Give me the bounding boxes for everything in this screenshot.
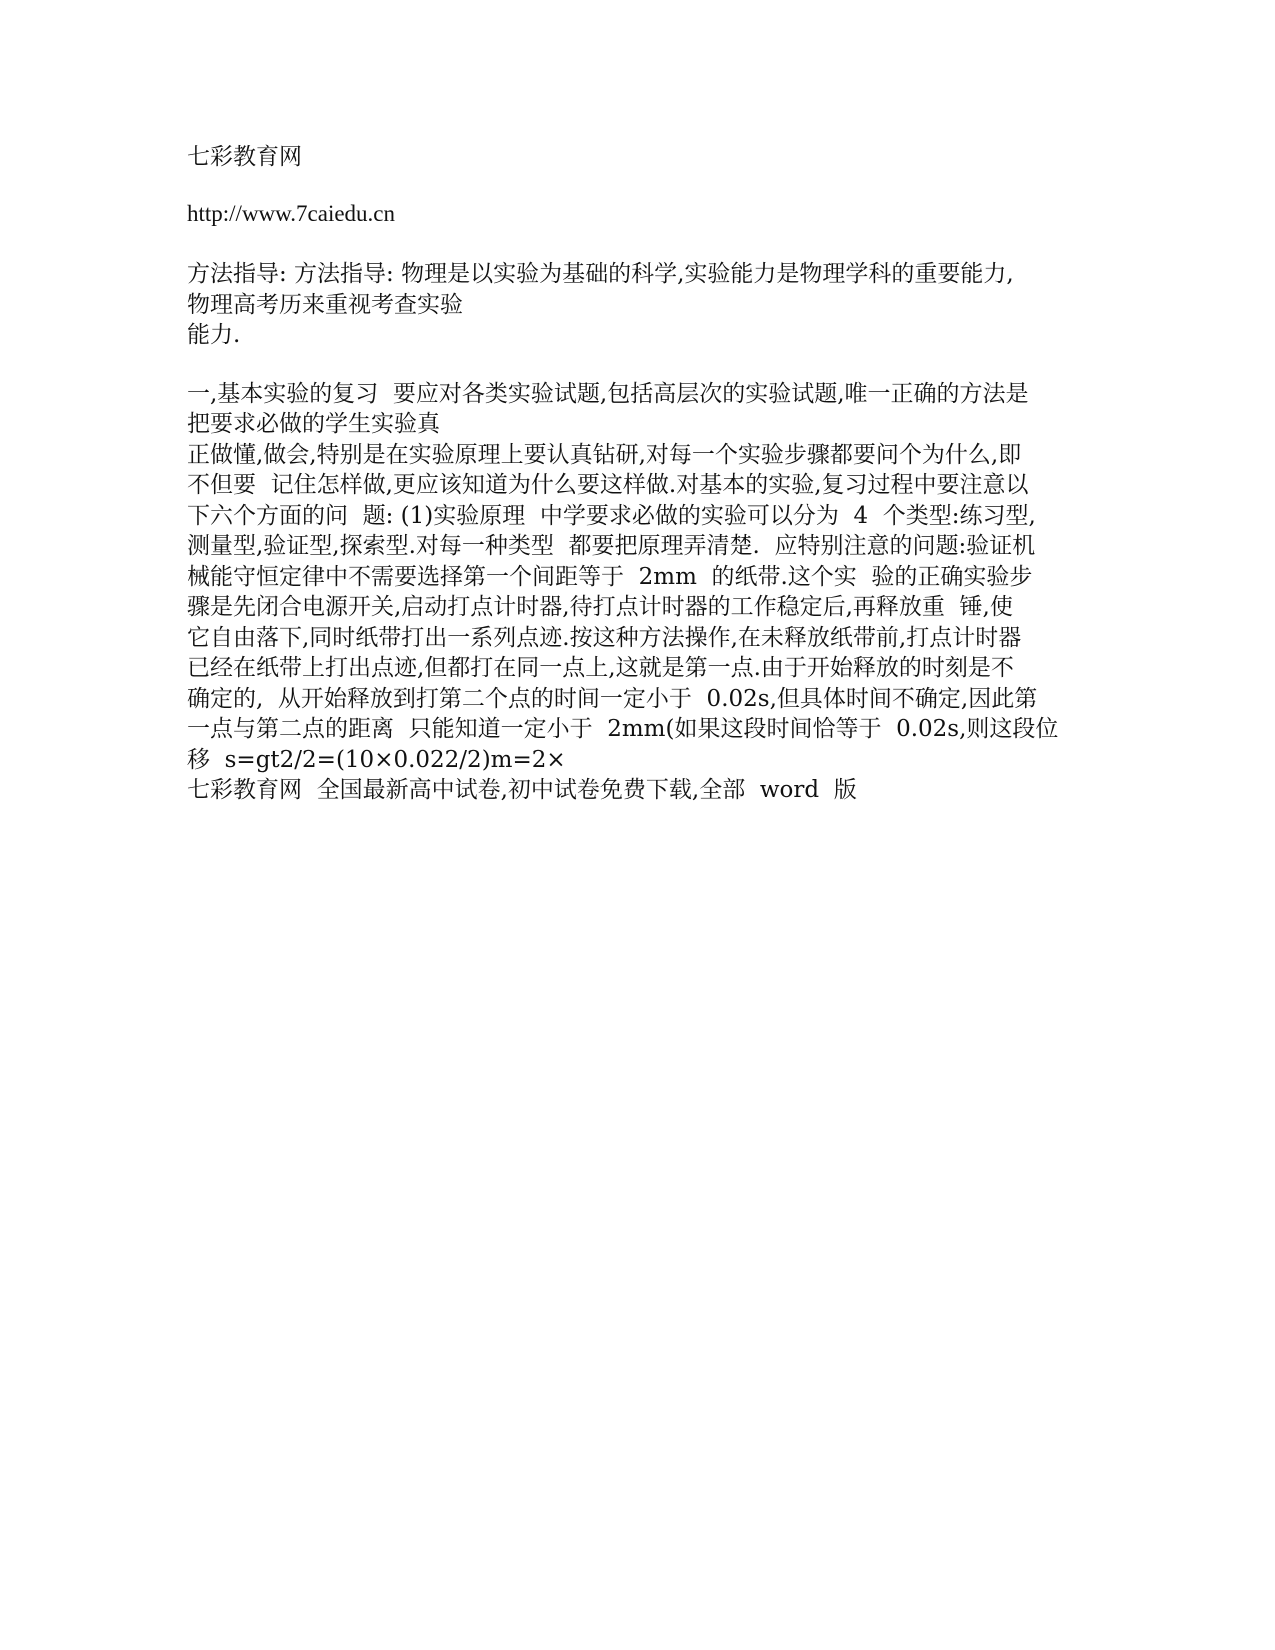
section1-line-11: 确定的, 从开始释放到打第二个点的时间一定小于 0.02s,但具体时间不确定,因此第 bbox=[187, 686, 1038, 712]
section1-line-3: 正做懂,做会,特别是在实验原理上要认真钻研,对每一个实验步骤都要问个为什么,即 bbox=[187, 442, 1022, 468]
intro-line-1: 方法指导: 方法指导: 物理是以实验为基础的科学,实验能力是物理学科的重要能力, bbox=[187, 261, 1014, 287]
section1-line-2: 把要求必做的学生实验真 bbox=[187, 411, 440, 437]
site-name: 七彩教育网 bbox=[187, 144, 302, 170]
section1-line-4: 不但要 记住怎样做,更应该知道为什么要这样做.对基本的实验,复习过程中要注意以 bbox=[187, 472, 1029, 498]
site-url: http://www.7caiedu.cn bbox=[187, 201, 396, 226]
section1-line-13: 移 s=gt2/2=(10×0.022/2)m=2× bbox=[187, 747, 566, 773]
section1-line-7: 械能守恒定律中不需要选择第一个间距等于 2mm 的纸带.这个实 验的正确实验步 bbox=[187, 564, 1033, 590]
section1-line-6: 测量型,验证型,探索型.对每一种类型 都要把原理弄清楚. 应特别注意的问题:验证机 bbox=[187, 533, 1036, 559]
intro-line-2: 物理高考历来重视考查实验 bbox=[187, 292, 463, 318]
intro-line-3: 能力. bbox=[187, 322, 241, 348]
section1-line-9: 它自由落下,同时纸带打出一系列点迹.按这种方法操作,在未释放纸带前,打点计时器 bbox=[187, 625, 1022, 651]
section1-line-1: 一,基本实验的复习 要应对各类实验试题,包括高层次的实验试题,唯一正确的方法是 bbox=[187, 381, 1029, 407]
section1-line-10: 已经在纸带上打出点迹,但都打在同一点上,这就是第一点.由于开始释放的时刻是不 bbox=[187, 655, 1014, 681]
section1-line-5: 下六个方面的问 题: (1)实验原理 中学要求必做的实验可以分为 4 个类型:练习型, bbox=[187, 503, 1036, 529]
section1-line-8: 骤是先闭合电源开关,启动打点计时器,待打点计时器的工作稳定后,再释放重 锤,使 bbox=[187, 594, 1013, 620]
footer-text: 七彩教育网 全国最新高中试卷,初中试卷免费下载,全部 word 版 bbox=[187, 777, 857, 803]
section1-line-12: 一点与第二点的距离 只能知道一定小于 2mm(如果这段时间恰等于 0.02s,则这段位 bbox=[187, 716, 1059, 742]
